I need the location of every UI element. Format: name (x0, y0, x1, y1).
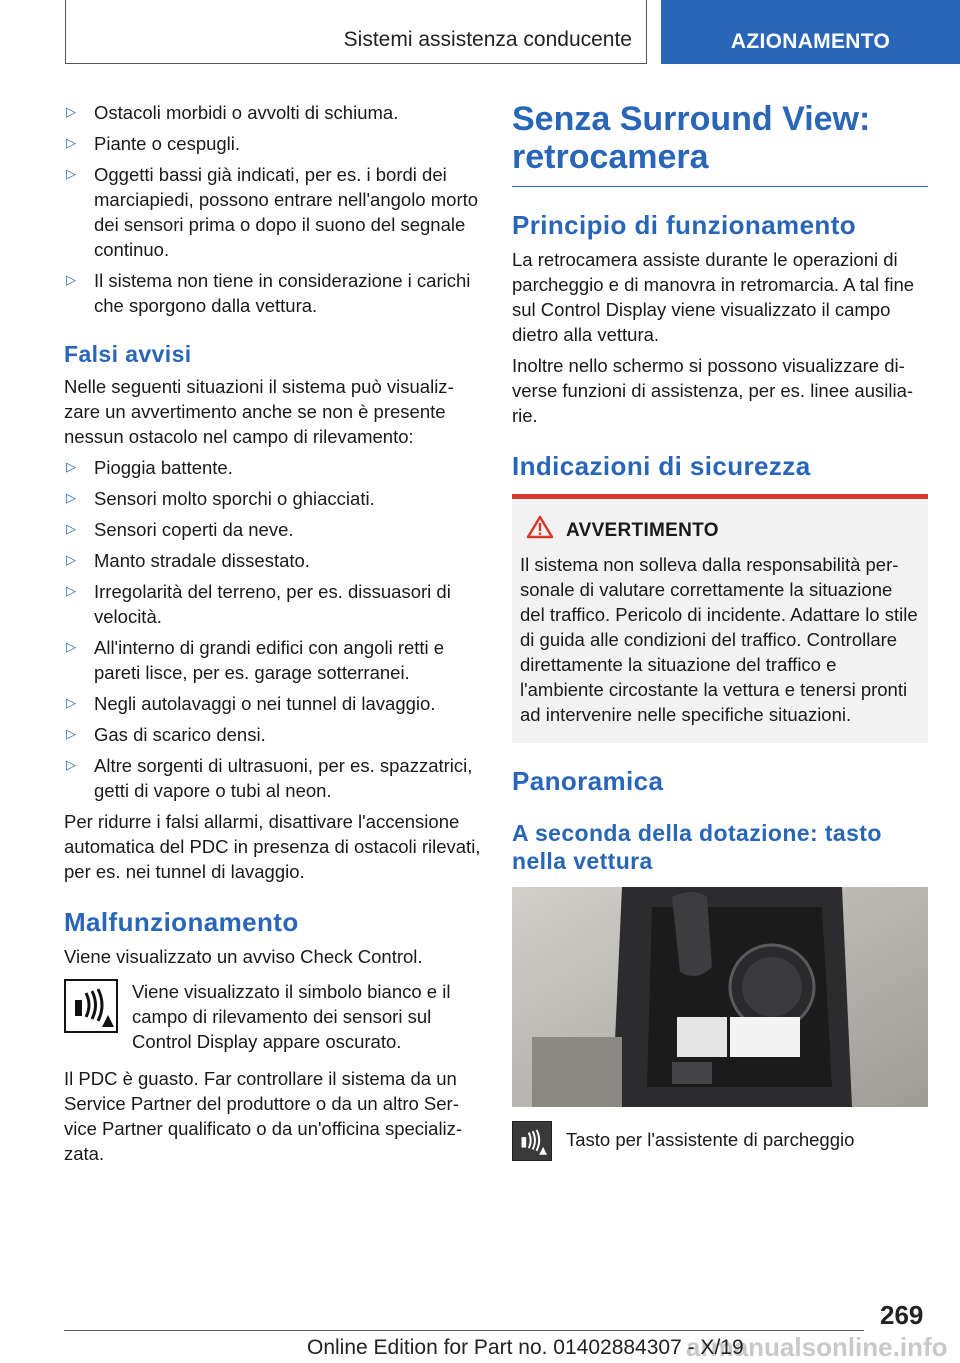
warning-title-row (526, 515, 920, 546)
watermark: armanualsonline.info (686, 1332, 948, 1362)
park-distance-control-icon (512, 1121, 552, 1161)
list-item: ▷ Piante o cespugli. (66, 133, 241, 154)
symbol-description: Viene visualizzato il simbolo bianco e il campo di rilevamento dei sensori sul Control Display appare oscurato. (132, 981, 451, 1052)
triangle-right-outline-icon: ▷ (66, 695, 76, 710)
bullet-list-top (64, 100, 482, 318)
list-item: ▷ Altre sorgenti di ultrasuoni, per es. spazzatrici, getti di vapore o tubi al neon. (66, 755, 473, 801)
list-item: ▷ Il sistema non tiene in considerazione i carichi che sporgono dalla vettura. (66, 270, 471, 316)
footer-rule (64, 1330, 864, 1331)
triangle-right-outline-icon: ▷ (66, 521, 76, 536)
list-item: ▷ Sensori coperti da neve. (66, 519, 294, 540)
list-item: ▷ Manto stradale dissestato. (66, 550, 310, 571)
list-item: ▷ Irregolarità del terreno, per es. dissuasori di velocità. (66, 581, 451, 627)
list-item: ▷ Pioggia battente. (66, 457, 233, 478)
list-item: ▷ Gas di scarico densi. (66, 724, 266, 745)
park-distance-control-icon (64, 979, 118, 1033)
warning-box (512, 494, 928, 743)
triangle-right-outline-icon: ▷ (66, 639, 76, 654)
main-heading: Senza Surround View: retrocamera (512, 100, 871, 176)
list-item: ▷ All'interno di grandi edifici con angoli retti e pareti lisce, per es. garage sotterranei. (66, 637, 445, 683)
warning-title: AVVERTIMENTO (566, 520, 719, 541)
malf-outro: Il PDC è guasto. Far controllare il sistema da un Service Partner del produttore o da un altro Service Partner qualificato o da un'officina specializzata. (64, 1068, 463, 1164)
heading-sicurezza: Indicazioni di sicurezza (512, 451, 811, 481)
heading-panoramica: Panoramica (512, 766, 664, 796)
falsi-outro: Per ridurre i falsi allarmi, disattivare l'accensione automatica del PDC in presenza di ostacoli rilevati, per es. nei tunnel di lavaggio. (64, 811, 481, 882)
triangle-right-outline-icon: ▷ (66, 459, 76, 474)
heading-dotazione: A seconda della dotazione: tasto nella vettura (512, 820, 882, 874)
triangle-right-outline-icon: ▷ (66, 490, 76, 505)
header-title: Sistemi assistenza conducente (343, 28, 632, 51)
triangle-right-outline-icon: ▷ (66, 552, 76, 567)
list-item: ▷ Oggetti bassi già indicati, per es. i bordi dei marciapiedi, possono entrare nell'angolo morto dei sensori prima o dopo il suono del segnale continuo. (66, 164, 479, 260)
bullet-list-falsi (64, 455, 482, 803)
list-item: ▷ Sensori molto sporchi o ghiacciati. (66, 488, 375, 509)
triangle-right-outline-icon: ▷ (66, 135, 76, 150)
triangle-right-outline-icon: ▷ (66, 757, 76, 772)
left-column (64, 100, 482, 1172)
symbol-row (64, 979, 482, 1054)
header-tab: AZIONAMENTO (661, 0, 960, 64)
heading-principio: Principio di funzionamento (512, 210, 857, 240)
caption-row (512, 1121, 928, 1161)
triangle-right-outline-icon: ▷ (66, 726, 76, 741)
console-photo (512, 887, 928, 1107)
list-item: ▷ Ostacoli morbidi o avvolti di schiuma. (66, 102, 399, 123)
footer-edition: Online Edition for Part no. 01402884307 - X/19 (307, 1336, 744, 1359)
right-column (512, 100, 928, 1161)
heading-falsi-avvisi: Falsi avvisi (64, 341, 192, 367)
page-number: 269 (880, 1300, 924, 1330)
heading-rule (512, 186, 928, 187)
warning-text: Il sistema non solleva dalla responsabilità personale di valutare correttamente la situazione del traffico. Pericolo di incidente. Adattare lo stile di guida alle condizioni del traffico. Controllare direttamente la situazione del traffico e l'ambiente circostante la vettura e tenersi pronti ad intervenire nelle specifiche situazioni. (520, 554, 918, 725)
triangle-right-outline-icon: ▷ (66, 104, 76, 119)
triangle-right-outline-icon: ▷ (66, 583, 76, 598)
falsi-intro: Nelle seguenti situazioni il sistema può visualizzare un avvertimento anche se non è presente nessun ostacolo nel campo di rilevamento: (64, 376, 454, 447)
warning-triangle-icon (526, 515, 554, 546)
malf-intro: Viene visualizzato un avviso Check Control. (64, 946, 423, 967)
principio-p2: Inoltre nello schermo si possono visualizzare diverse funzioni di assistenza, per es. linee ausiliarie. (512, 355, 914, 426)
list-item: ▷ Negli autolavaggi o nei tunnel di lavaggio. (66, 693, 436, 714)
header-box (65, 0, 647, 64)
principio-p1: La retrocamera assiste durante le operazioni di parcheggio e di manovra in retromarcia. A tal fine sul Control Display viene visualizzato il campo dietro alla vettura. (512, 249, 915, 345)
triangle-right-outline-icon: ▷ (66, 166, 76, 181)
triangle-right-outline-icon: ▷ (66, 272, 76, 287)
heading-malfunzionamento: Malfunzionamento (64, 907, 299, 937)
photo-caption: Tasto per l'assistente di parcheggio (566, 1129, 855, 1150)
